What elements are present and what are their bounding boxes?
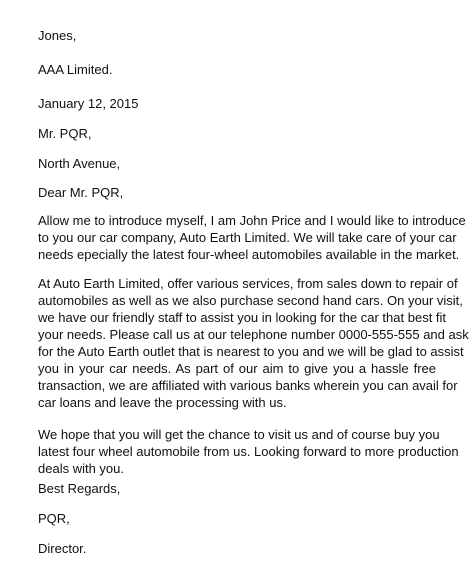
paragraph-line: we have our friendly staff to assist you in looking for the car that best fit: [38, 310, 447, 325]
paragraph-line: latest four wheel automobile from us. Looking forward to more production: [38, 444, 459, 459]
paragraph-line: you in your car needs. As part of our aim to give you a hassle free: [38, 361, 436, 376]
company-name: AAA Limited.: [38, 62, 113, 77]
paragraph-services: [38, 275, 469, 411]
paragraph-line: deals with you.: [38, 461, 124, 476]
closing-phrase: Best Regards,: [38, 481, 121, 496]
paragraph-line: your needs. Please call us at our telephone number 0000-555-555 and ask: [38, 327, 469, 342]
signature-title: Director.: [38, 541, 87, 556]
paragraph-closing: [38, 426, 459, 477]
paragraph-line: automobiles as well as we also purchase second hand cars. On your visit,: [38, 293, 463, 308]
paragraph-line: to you our car company, Auto Earth Limited. We will take care of your car: [38, 230, 457, 245]
paragraph-line: transaction, we are affiliated with various banks wherein you can avail for: [38, 378, 458, 393]
paragraph-line: At Auto Earth Limited, offer various services, from sales down to repair of: [38, 276, 458, 291]
recipient-name: Jones,: [38, 28, 77, 43]
signature-name: PQR,: [38, 511, 70, 526]
paragraph-line: Allow me to introduce myself, I am John Price and I would like to introduce: [38, 213, 466, 228]
paragraph-line: car loans and leave the processing with us.: [38, 395, 287, 410]
letter-date: January 12, 2015: [38, 96, 139, 111]
paragraph-line: We hope that you will get the chance to visit us and of course buy you: [38, 427, 440, 442]
address-line: North Avenue,: [38, 156, 121, 171]
paragraph-introduction: [38, 212, 466, 263]
greeting: Dear Mr. PQR,: [38, 185, 124, 200]
paragraph-line: needs epecially the latest four-wheel automobiles available in the market.: [38, 247, 460, 262]
paragraph-line: for the Auto Earth outlet that is nearest to you and we will be glad to assist: [38, 344, 464, 359]
salutation-to: Mr. PQR,: [38, 126, 92, 141]
